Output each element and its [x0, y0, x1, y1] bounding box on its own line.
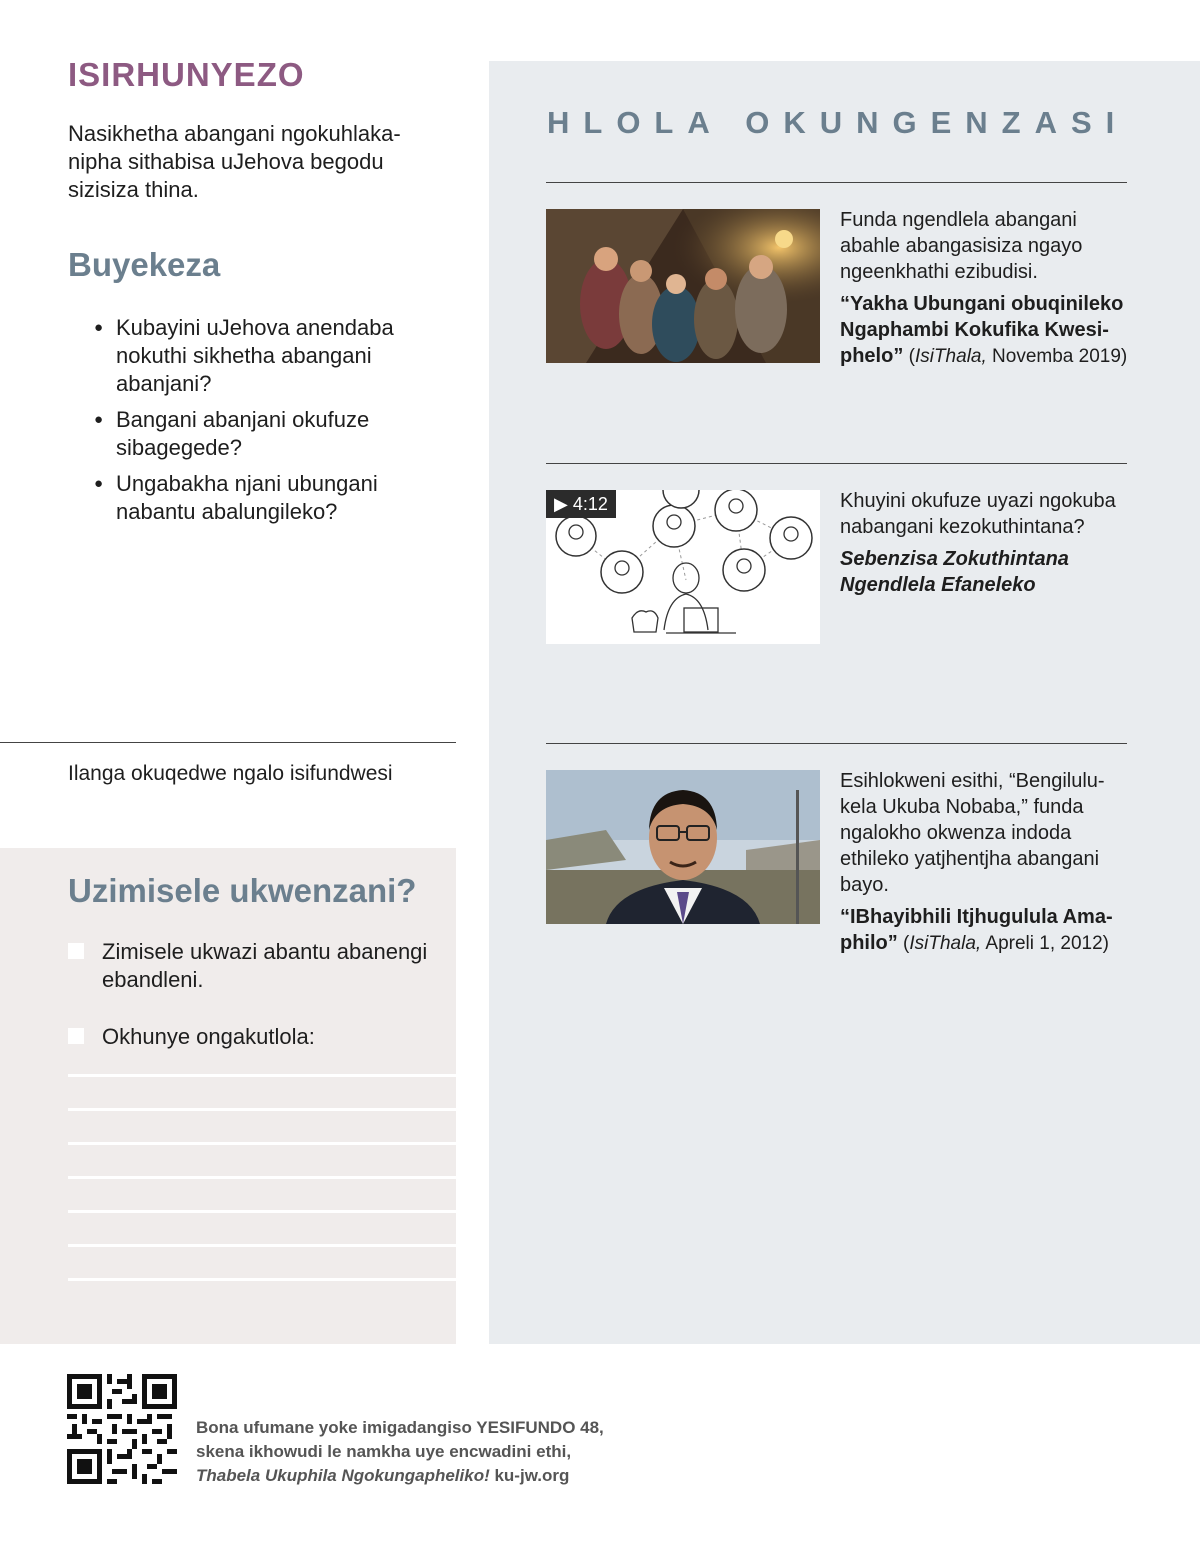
man-portrait-photo — [546, 770, 820, 924]
explore-panel — [489, 61, 1200, 1344]
entry1-source-date: Novemba 2019) — [986, 346, 1128, 367]
footer-note — [196, 1416, 604, 1488]
write-line[interactable] — [68, 1278, 456, 1312]
goal-option-meet-people[interactable] — [68, 938, 428, 994]
checkbox-icon[interactable] — [68, 1028, 84, 1044]
qr-code-graphic — [67, 1374, 177, 1484]
explore-heading: HLOLA OKUNGENZASI — [547, 105, 1129, 140]
entry-divider — [546, 743, 1127, 744]
video-thumbnail-social-media[interactable] — [546, 490, 820, 644]
footer-line: Bona ufumane yoke imigadangiso YESIFUNDO 48, — [196, 1418, 604, 1437]
video-duration-badge: ▶ 4:12 — [546, 490, 616, 518]
entry1-source-publication: IsiThala, — [914, 346, 987, 367]
summary-heading: ISIRHUNYEZO — [68, 56, 305, 93]
article-thumbnail-attic-group[interactable] — [546, 209, 820, 363]
entry1-title[interactable]: “Yakha Ubungani obuqinileko Ngaphambi Kokufika Kwesi-phelo” — [840, 293, 1124, 367]
entry2-video-title[interactable]: Sebenzisa Zokuthintana Ngendlela Efaneleko — [840, 548, 1069, 596]
write-line[interactable] — [68, 1244, 456, 1278]
entry3-title[interactable]: “IBhayibhili Itjhugulula Ama-philo” — [840, 906, 1113, 954]
entry3-source-publication: IsiThala, — [909, 933, 982, 954]
checkbox-icon[interactable] — [68, 943, 84, 959]
goal-box — [0, 848, 456, 1344]
goal-heading: Uzimisele ukwenzani? — [68, 872, 417, 909]
entry3-reference[interactable] — [840, 904, 1130, 957]
goal-option-other[interactable] — [68, 1023, 428, 1051]
review-question: ● Bangani abanjani okufuze sibagegede? — [94, 406, 444, 462]
entry1-description: Funda ngendlela abangani abahle abangasisiza ngayo ngeenkhathi ezibudisi. — [840, 209, 1083, 283]
article-thumbnail-man-portrait[interactable] — [546, 770, 820, 924]
entry1-source-open: ( — [903, 346, 915, 367]
date-divider — [0, 742, 456, 743]
summary-text: Nasikhetha abangani ngokuhlaka-nipha sithabisa uJehova begodu sizisiza thina. — [68, 121, 401, 202]
review-question: ● Ungabakha njani ubungani nabantu abalungileko? — [94, 470, 444, 526]
write-line[interactable] — [68, 1108, 456, 1142]
book-title[interactable]: Thabela Ukuphila Ngokungapheliko! — [196, 1466, 490, 1485]
entry3-source-open: ( — [897, 933, 910, 954]
footer-line: skena ikhowudi le namkha uye encwadini ethi, — [196, 1442, 572, 1461]
write-line[interactable] — [68, 1210, 456, 1244]
completion-date-label: Ilanga okuqedwe ngalo isifundwesi — [68, 762, 393, 785]
goal-option-label: Zimisele ukwazi abantu abanengi ebandleni. — [102, 939, 428, 992]
footer-line — [196, 1464, 604, 1488]
attic-group-photo — [546, 209, 820, 363]
entry-divider — [546, 463, 1127, 464]
review-heading: Buyekeza — [68, 246, 221, 283]
review-question-list — [94, 314, 444, 534]
entry-divider — [546, 182, 1127, 183]
entry1-reference[interactable] — [840, 291, 1130, 370]
write-line[interactable] — [68, 1142, 456, 1176]
write-line[interactable] — [68, 1176, 456, 1210]
write-line[interactable] — [68, 1074, 456, 1108]
goal-option-label: Okhunye ongakutlola: — [102, 1024, 315, 1049]
review-question: ● Kubayini uJehova anendaba nokuthi sikhetha abangani abanjani? — [94, 314, 444, 398]
qr-code-icon[interactable] — [67, 1374, 177, 1484]
website-link[interactable]: ku-jw.org — [489, 1466, 570, 1485]
write-in-lines[interactable] — [68, 1074, 456, 1312]
entry3-source-date: Apreli 1, 2012) — [981, 933, 1109, 954]
entry2-description: Khuyini okufuze uyazi ngokuba nabangani kezokuthintana? — [840, 490, 1116, 538]
entry3-description: Esihlokweni esithi, “Bengilulu-kela Ukuba Nobaba,” funda ngalokho okwenza indoda ethileko yatjhentjha abangani bayo. — [840, 770, 1105, 896]
